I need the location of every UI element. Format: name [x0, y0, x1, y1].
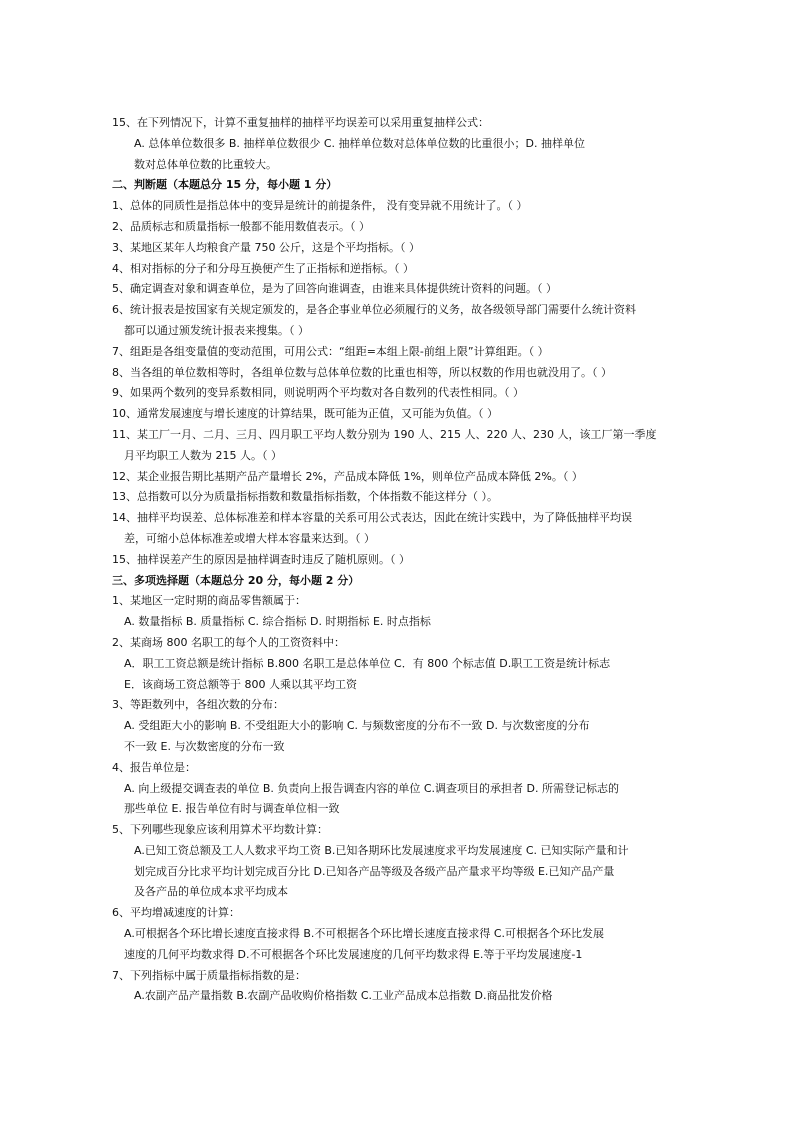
text-line: 11、某工厂一月、二月、三月、四月职工平均人数分别为 190 人、215 人、220 人、230 人，该工厂第一季度: [112, 427, 657, 441]
text-line: 8、当各组的单位数相等时，各组单位数与总体单位数的比重也相等，所以权数的作用也就没用了。（ ）: [112, 365, 612, 379]
text-line: 6、统计报表是按国家有关规定颁发的，是各企事业单位必须履行的义务，故各级领导部门需要什么统计资料: [112, 303, 636, 317]
text-line: 2、某商场 800 名职工的每个人的工资资料中：: [112, 635, 345, 649]
text-line: 6、平均增减速度的计算：: [112, 906, 240, 920]
text-line: 速度的几何平均数求得 D.不可根据各个环比发展速度的几何平均数求得 E.等于平均发展速度-1: [124, 947, 583, 961]
text-line: 7、下列指标中属于质量指标指数的是：: [112, 968, 306, 982]
text-line: A.已知工资总额及工人人数求平均工资 B.已知各期环比发展速度求平均发展速度 C. 已知实际产量和计: [134, 843, 629, 857]
text-line: 4、报告单位是：: [112, 760, 196, 774]
text-line: A. 总体单位数很多 B. 抽样单位数很少 C. 抽样单位数对总体单位数的比重很小；D. 抽样单位: [134, 136, 585, 150]
text-line: 及各产品的单位成本求平均成本: [134, 885, 288, 899]
text-line: 2、品质标志和质量指标一般都不能用数值表示。（ ）: [112, 219, 370, 233]
text-line: 月平均职工人数为 215 人。（ ）: [124, 448, 282, 462]
text-line: 13、总指数可以分为质量指标指数和数量指标指数，个体指数不能这样分（ ）。: [112, 490, 498, 504]
text-line: 9、如果两个数列的变异系数相同，则说明两个平均数对各自数列的代表性相同。（ ）: [112, 386, 524, 400]
section-heading: 三、多项选择题（本题总分 20 分，每小题 2 分）: [112, 573, 360, 587]
text-line: 12、某企业报告期比基期产品产量增长 2%，产品成本降低 1%，则单位产品成本降低 2%。（ ）: [112, 469, 583, 483]
section-heading: 二、判断题（本题总分 15 分，每小题 1 分）: [112, 178, 338, 192]
text-line: 15、抽样误差产生的原因是抽样调查时违反了随机原则。（ ）: [112, 552, 410, 566]
text-line: A.可根据各个环比增长速度直接求得 B.不可根据各个环比增长速度直接求得 C.可根据各个环比发展: [124, 927, 605, 941]
text-line: 7、组距是各组变量值的变动范围，可用公式：“组距=本组上限-前组上限”计算组距。（ ）: [112, 344, 549, 358]
text-line: E．该商场工资总额等于 800 人乘以其平均工资: [124, 677, 357, 691]
text-line: A. 数量指标 B. 质量指标 C. 综合指标 D. 时期指标 E. 时点指标: [124, 615, 431, 629]
text-line: 那些单位 E. 报告单位有时与调查单位相一致: [124, 802, 340, 816]
text-line: 1、某地区一定时期的商品零售额属于：: [112, 594, 306, 608]
text-line: 10、通常发展速度与增长速度的计算结果，既可能为正值，又可能为负值。（ ）: [112, 407, 498, 421]
text-line: 划完成百分比求平均计划完成百分比 D.已知各产品等级及各级产品产量求平均等级 E.已知产品产量: [134, 864, 615, 878]
text-line: 3、某地区某年人均粮食产量 750 公斤，这是个平均指标。（ ）: [112, 240, 420, 254]
text-line: 15、在下列情况下，计算不重复抽样的抽样平均误差可以采用重复抽样公式：: [112, 116, 489, 129]
text-line: 3、等距数列中，各组次数的分布：: [112, 698, 284, 712]
text-line: A．职工工资总额是统计指标 B.800 名职工是总体单位 C．有 800 个标志值 D.职工工资是统计标志: [124, 656, 611, 670]
text-line: 1、总体的同质性是指总体中的变异是统计的前提条件， 没有变异就不用统计了。（ ）: [112, 199, 528, 213]
text-line: 4、相对指标的分子和分母互换便产生了正指标和逆指标。（ ）: [112, 261, 414, 275]
text-line: 数对总体单位数的比重较大。: [134, 157, 277, 171]
text-line: A.农副产品产量指数 B.农副产品收购价格指数 C.工业产品成本总指数 D.商品批发价格: [134, 989, 553, 1003]
text-line: 14、抽样平均误差、总体标准差和样本容量的关系可用公式表达，因此在统计实践中，为了降低抽样平均误: [112, 511, 632, 525]
text-line: 5、确定调查对象和调查单位，是为了回答向谁调查，由谁来具体提供统计资料的问题。（ ）: [112, 282, 557, 296]
text-line: 5、下列哪些现象应该利用算术平均数计算：: [112, 823, 328, 837]
text-line: 差，可缩小总体标准差或增大样本容量来达到。（ ）: [124, 531, 375, 545]
text-line: A. 向上级提交调查表的单位 B. 负责向上报告调查内容的单位 C.调查项目的承担者 D. 所需登记标志的: [124, 781, 619, 795]
document-body: [112, 113, 686, 1007]
text-line: A. 受组距大小的影响 B. 不受组距大小的影响 C. 与频数密度的分布不一致 D. 与次数密度的分布: [124, 719, 590, 733]
text-line: 不一致 E. 与次数密度的分布一致: [124, 739, 285, 753]
text-line: 都可以通过颁发统计报表来搜集。（ ）: [124, 323, 309, 337]
